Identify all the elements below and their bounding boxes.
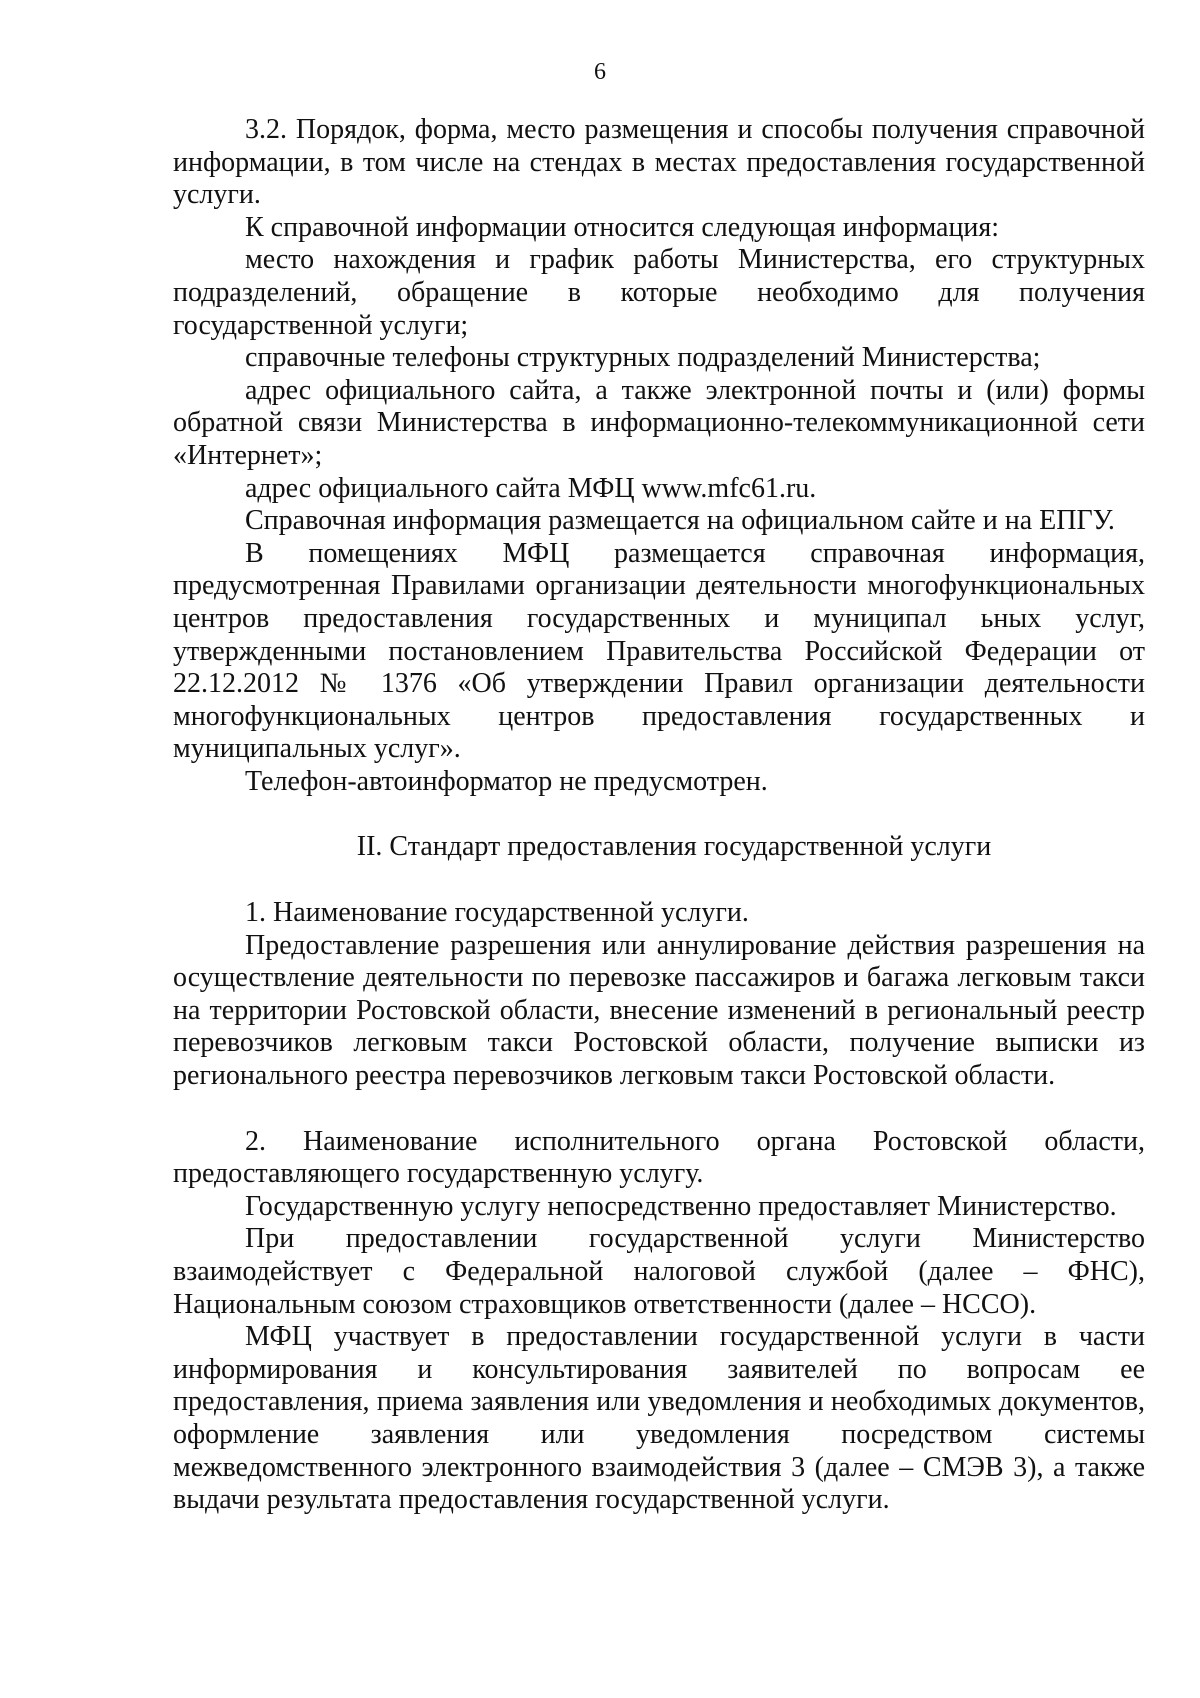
paragraph-reference-info: К справочной информации относится следующая информация: (245, 211, 1000, 243)
section-heading: II. Стандарт предоставления государственной услуги (356, 831, 992, 863)
paragraph-phones: справочные телефоны структурных подразделений Министерства; (245, 342, 1041, 374)
paragraph-website-email: адрес официального сайта, а также электронной почты и (или) формы обратной связи Министерства в информационно-телекоммуникационной сети «Интернет»; (173, 374, 1145, 471)
paragraph-epgu: Справочная информация размещается на официальном сайте и на ЕПГУ. (245, 505, 1115, 537)
section-1-text: Предоставление разрешения или аннулирование действия разрешения на осуществление деятельности по перевозке пассажиров и багажа легковым такси на территории Ростовской области, внесение изменений в региональный реестр перевозчиков легковым такси Ростовской области, получение выписки из регионального реестра перевозчиков легковым такси Ростовской области. (173, 929, 1145, 1092)
section-2-paragraph: МФЦ участвует в предоставлении государственной услуги в части информирования и консультирования заявителей по вопросам ее предоставления, приема заявления или уведомления и необходимых документов, оформление заявления или уведомления посредством системы межведомственного электронного взаимодействия 3 (далее – СМЭВ 3), а также выдачи результата предоставления государственной услуги. (173, 1321, 1145, 1516)
paragraph-mfc-premises: В помещениях МФЦ размещается справочная информация, предусмотренная Правилами организации деятельности многофункциональных центров предоставления государственных и муниципал ьных услуг, утвержденными постановлением Правительства Российской Федерации от 22.12.2012 № 1376 «Об утверждении Правил организации деятельности многофункциональных центров предоставления государственных и муниципальных услуг». (173, 537, 1145, 765)
document-body (173, 114, 1145, 1517)
section-2-paragraph: При предоставлении государственной услуги Министерство взаимодействует с Федеральной налоговой службой (далее – ФНС), Национальным союзом страховщиков ответственности (далее – НССО). (173, 1223, 1145, 1320)
section-2-title: 2. Наименование исполнительного органа Ростовской области, предоставляющего государственную услугу. (173, 1125, 1145, 1190)
section-1-title: 1. Наименование государственной услуги. (245, 897, 749, 929)
page-number: 6 (594, 59, 606, 85)
paragraph-location-schedule: место нахождения и график работы Министерства, его структурных подразделений, обращение в которые необходимо для получения государственной услуги; (173, 244, 1145, 341)
paragraph-mfc-website: адрес официального сайта МФЦ www.mfc61.ru. (245, 472, 817, 504)
paragraph-3-2: 3.2. Порядок, форма, место размещения и способы получения справочной информации, в том числе на стендах в местах предоставления государственной услуги. (173, 114, 1145, 211)
paragraph-autoinformer: Телефон-автоинформатор не предусмотрен. (245, 765, 768, 797)
section-2-paragraph: Государственную услугу непосредственно предоставляет Министерство. (245, 1190, 1117, 1222)
